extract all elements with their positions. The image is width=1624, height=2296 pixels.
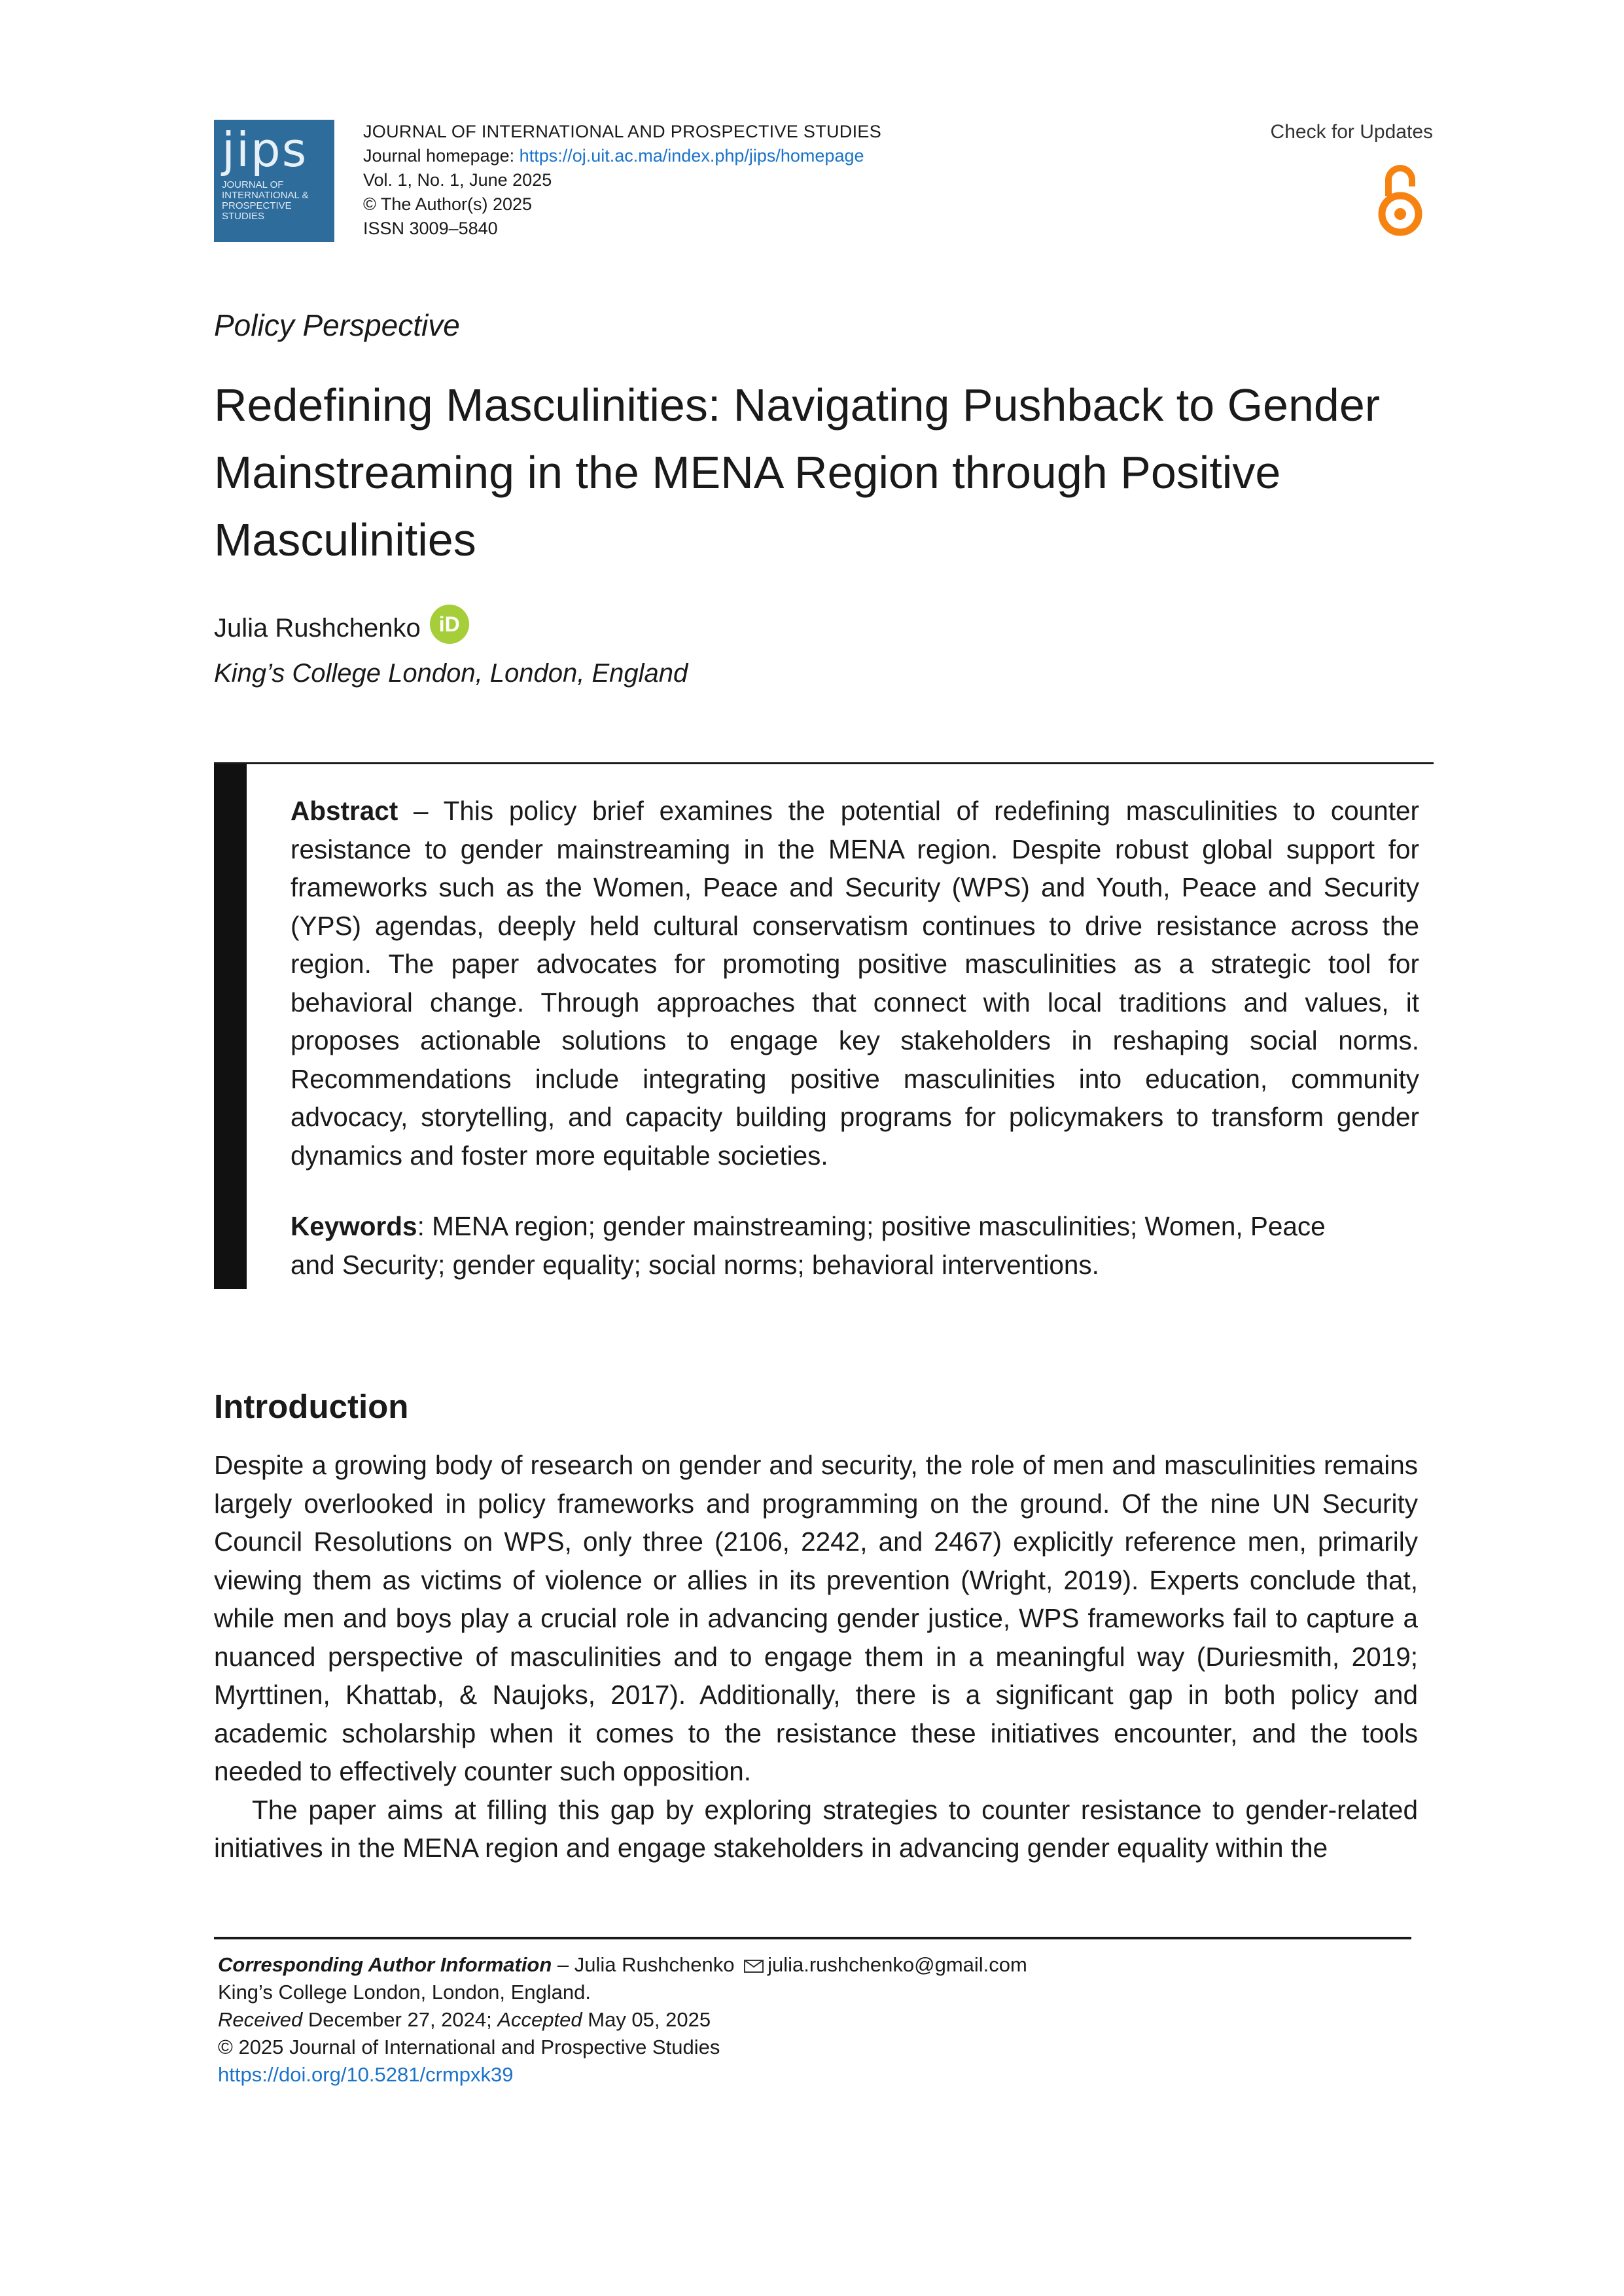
- dates: [218, 2006, 1396, 2034]
- keywords-line-1: : MENA region; gender mainstreaming; positive masculinities; Women, Peace: [417, 1211, 1326, 1241]
- issn-info: ISSN 3009–5840: [363, 219, 498, 238]
- orcid-icon[interactable]: iD: [430, 605, 469, 644]
- keywords-line-2: and Security; gender equality; social norms; behavioral interventions.: [291, 1249, 1099, 1280]
- footer-info: [218, 1951, 1396, 2089]
- author-name: Julia Rushchenko: [214, 613, 421, 643]
- introduction-body: [214, 1446, 1418, 1867]
- abstract-text: [291, 792, 1419, 1174]
- abstract-top-rule: [214, 762, 1434, 764]
- doi-link[interactable]: https://doi.org/10.5281/crmpxk39: [218, 2063, 514, 2086]
- abstract-body: – This policy brief examines the potential of redefining masculinities to counter resistance to gender mainstreaming in the MENA region. Despite robust global support for frameworks such as the Women, Peace and Security (WPS) and Youth, Peace and Security (YPS) agendas, deeply held cultural conservatism continues to drive resistance across the region. The paper advocates for promoting positive masculinities as a strategic tool for behavioral change. Through approaches that connect with local traditions and values, it proposes actionable solutions to engage key stakeholders in reshaping social norms. Recommendations include integrating positive masculinities into education, community advocacy, storytelling, and capacity building programs for policymakers to transform gender dynamics and foster more equitable societies.: [291, 796, 1419, 1171]
- author-line: [214, 609, 469, 648]
- journal-name: JOURNAL OF INTERNATIONAL AND PROSPECTIVE STUDIES: [363, 122, 882, 141]
- footer-affiliation: King’s College London, London, England.: [218, 1981, 591, 2004]
- mail-icon: [744, 1960, 764, 1973]
- open-access-icon: [1377, 160, 1423, 239]
- logo-text: JOURNAL OF INTERNATIONAL & PROSPECTIVE STUDIES: [222, 179, 309, 222]
- journal-homepage: [363, 144, 952, 168]
- homepage-label: Journal homepage:: [363, 146, 520, 166]
- section-type: Policy Perspective: [214, 308, 460, 342]
- accepted-date: May 05, 2025: [582, 2008, 711, 2031]
- journal-logo: [214, 120, 334, 242]
- accepted-label: Accepted: [497, 2008, 582, 2031]
- keywords: [291, 1207, 1419, 1284]
- logo-mark: jips: [222, 122, 308, 177]
- author-affiliation: King’s College London, London, England: [214, 659, 688, 688]
- abstract-label: Abstract: [291, 796, 398, 826]
- received-label: Received: [218, 2008, 303, 2031]
- homepage-link[interactable]: https://oj.uit.ac.ma/index.php/jips/homepage: [519, 146, 864, 166]
- corresponding-text: – Julia Rushchenko: [552, 1953, 741, 1976]
- check-for-updates-link[interactable]: Check for Updates: [1270, 121, 1433, 143]
- corresponding-label: Corresponding Author Information: [218, 1953, 552, 1976]
- introduction-paragraph-1: Despite a growing body of research on gender and security, the role of men and masculinities remains largely overlooked in policy frameworks and programming on the ground. Of the nine UN Security Council Resolutions on WPS, only three (2106, 2242, and 2467) explicitly reference men, primarily viewing them as victims of violence or allies in its prevention (Wright, 2019). Experts conclude that, while men and boys play a crucial role in advancing gender justice, WPS frameworks fail to capture a nuanced perspective of masculinities and to engage them in a meaningful way (Duriesmith, 2019; Myrttinen, Khattab, & Naujoks, 2017). Additionally, there is a significant gap in both policy and academic scholarship when it comes to the resistance these initiatives encounter, and the tools needed to effectively counter such opposition.: [214, 1450, 1418, 1786]
- keywords-label: Keywords: [291, 1211, 417, 1241]
- author-email[interactable]: julia.rushchenko@gmail.com: [768, 1953, 1027, 1976]
- footer-copyright: © 2025 Journal of International and Prospective Studies: [218, 2036, 720, 2058]
- received-date: December 27, 2024;: [302, 2008, 498, 2031]
- footer-rule: [214, 1937, 1411, 1939]
- article-title: Redefining Masculinities: Navigating Pushback to Gender Mainstreaming in the MENA Region through Positive Masculinities: [214, 380, 1381, 565]
- introduction-heading: Introduction: [214, 1388, 409, 1425]
- abstract-side-bar: [214, 764, 247, 1289]
- copyright-info: © The Author(s) 2025: [363, 194, 533, 214]
- corresponding-author: [218, 1951, 1396, 1979]
- introduction-paragraph-2: The paper aims at filling this gap by exploring strategies to counter resistance to gender-related initiatives in the MENA region and engage stakeholders in advancing gender equality within the: [214, 1794, 1418, 1863]
- journal-meta: [363, 120, 952, 241]
- volume-info: Vol. 1, No. 1, June 2025: [363, 170, 552, 190]
